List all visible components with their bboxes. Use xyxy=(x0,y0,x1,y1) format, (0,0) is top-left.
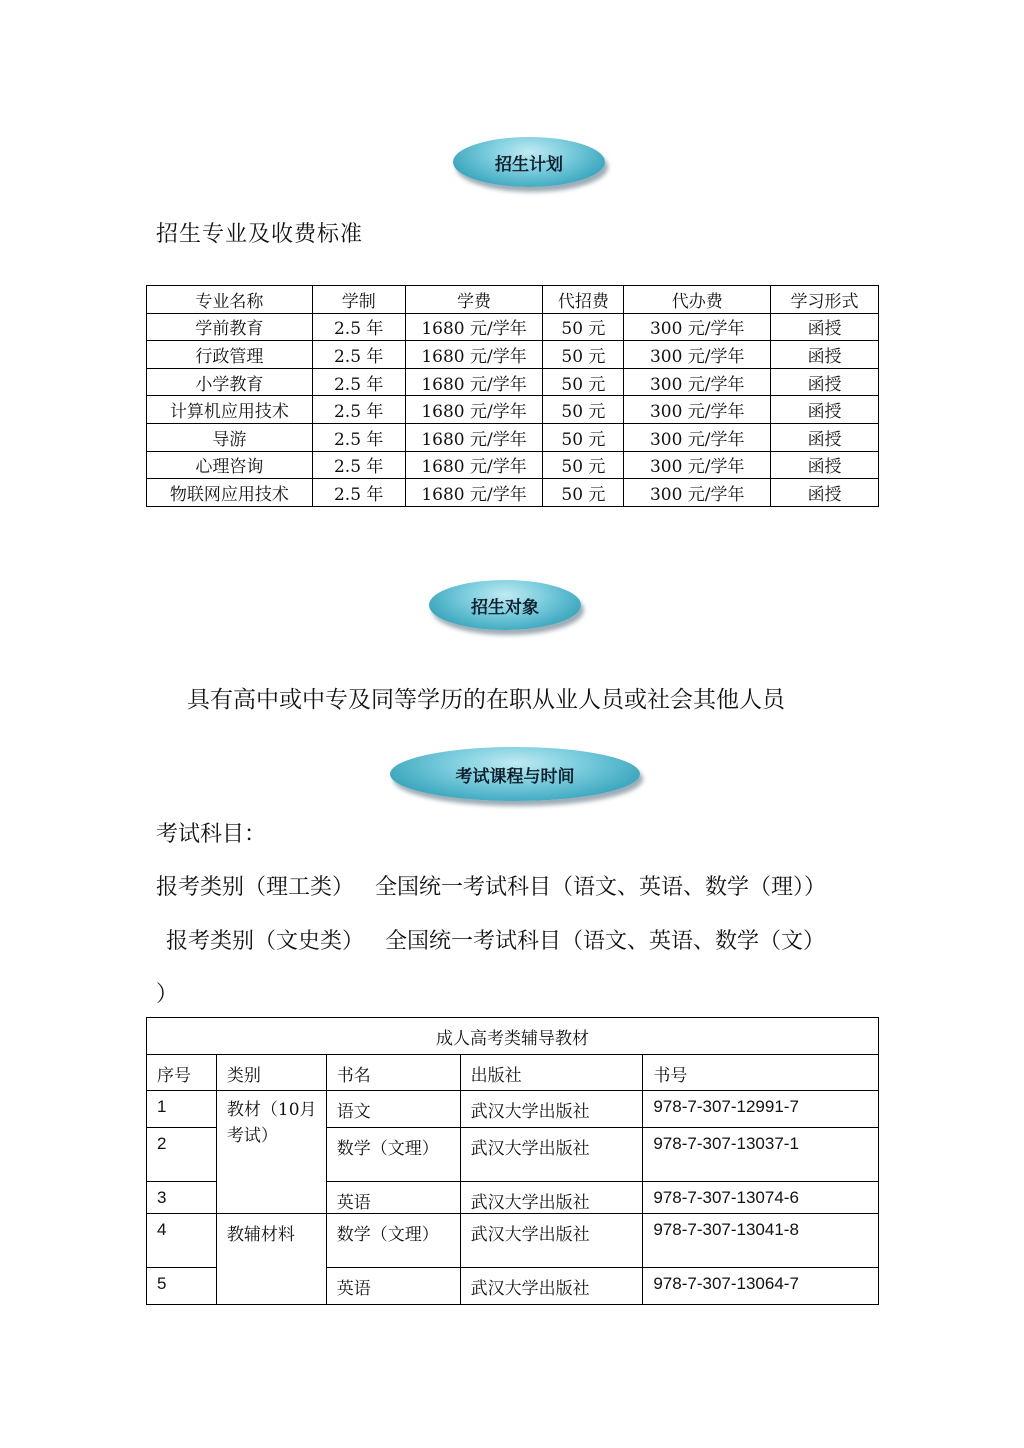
tuition: 1680 元/学年 xyxy=(405,451,543,479)
book-title: 英语 xyxy=(326,1268,460,1305)
table-row xyxy=(147,396,879,424)
study-mode: 函授 xyxy=(771,423,879,451)
exam-line-arts: 报考类别（文史类） 全国统一考试科目（语文、英语、数学（文） xyxy=(166,929,825,954)
column-header: 代办费 xyxy=(624,286,771,314)
publisher: 武汉大学出版社 xyxy=(460,1214,643,1268)
column-header: 学制 xyxy=(312,286,405,314)
study-mode: 函授 xyxy=(771,313,879,341)
agency-fee: 50 元 xyxy=(543,368,624,396)
book-title: 语文 xyxy=(326,1091,460,1128)
plan-header-row xyxy=(147,286,879,314)
study-mode: 函授 xyxy=(771,341,879,369)
agency-fee: 50 元 xyxy=(543,423,624,451)
major-name: 行政管理 xyxy=(147,341,313,369)
publisher: 武汉大学出版社 xyxy=(460,1091,643,1128)
row-number: 1 xyxy=(147,1091,217,1128)
book-title: 数学（文理） xyxy=(326,1214,460,1268)
books-table xyxy=(146,1017,879,1305)
plan-table xyxy=(146,285,879,507)
section-badge-plan: 招生计划 xyxy=(453,137,605,187)
exam-line-science: 报考类别（理工类） 全国统一考试科目（语文、英语、数学（理）） xyxy=(156,875,826,900)
column-header: 学习形式 xyxy=(771,286,879,314)
column-header: 类别 xyxy=(216,1055,326,1091)
duration: 2.5 年 xyxy=(312,423,405,451)
agency-fee: 50 元 xyxy=(543,396,624,424)
books-caption: 成人高考类辅导教材 xyxy=(147,1018,879,1055)
tuition: 1680 元/学年 xyxy=(405,479,543,507)
agency-fee: 50 元 xyxy=(543,341,624,369)
row-number: 2 xyxy=(147,1128,217,1182)
agency-fee: 50 元 xyxy=(543,451,624,479)
section-badge-target: 招生对象 xyxy=(429,580,581,630)
tuition: 1680 元/学年 xyxy=(405,313,543,341)
duration: 2.5 年 xyxy=(312,313,405,341)
category-textbook: 教材（10月考试） xyxy=(216,1091,326,1214)
book-title: 数学（文理） xyxy=(326,1128,460,1182)
isbn: 978-7-307-13037-1 xyxy=(643,1128,879,1182)
agency-fee: 50 元 xyxy=(543,479,624,507)
service-fee: 300 元/学年 xyxy=(624,313,771,341)
duration: 2.5 年 xyxy=(312,479,405,507)
major-name: 心理咨询 xyxy=(147,451,313,479)
column-header: 学费 xyxy=(405,286,543,314)
study-mode: 函授 xyxy=(771,368,879,396)
table-row xyxy=(147,423,879,451)
duration: 2.5 年 xyxy=(312,341,405,369)
column-header: 专业名称 xyxy=(147,286,313,314)
study-mode: 函授 xyxy=(771,396,879,424)
book-title: 英语 xyxy=(326,1182,460,1214)
publisher: 武汉大学出版社 xyxy=(460,1268,643,1305)
duration: 2.5 年 xyxy=(312,396,405,424)
duration: 2.5 年 xyxy=(312,368,405,396)
table-row xyxy=(147,479,879,507)
publisher: 武汉大学出版社 xyxy=(460,1182,643,1214)
column-header: 书号 xyxy=(643,1055,879,1091)
table-row xyxy=(147,451,879,479)
tuition: 1680 元/学年 xyxy=(405,368,543,396)
exam-subjects-label: 考试科目： xyxy=(156,822,267,847)
service-fee: 300 元/学年 xyxy=(624,423,771,451)
major-name: 学前教育 xyxy=(147,313,313,341)
tuition: 1680 元/学年 xyxy=(405,341,543,369)
major-name: 计算机应用技术 xyxy=(147,396,313,424)
isbn: 978-7-307-13064-7 xyxy=(643,1268,879,1305)
service-fee: 300 元/学年 xyxy=(624,396,771,424)
books-caption-row xyxy=(147,1018,879,1055)
books-header-row xyxy=(147,1055,879,1091)
target-description: 具有高中或中专及同等学历的在职从业人员或社会其他人员 xyxy=(187,687,785,713)
column-header: 书名 xyxy=(326,1055,460,1091)
row-number: 5 xyxy=(147,1268,217,1305)
service-fee: 300 元/学年 xyxy=(624,451,771,479)
major-name: 导游 xyxy=(147,423,313,451)
table-row xyxy=(147,1214,879,1268)
duration: 2.5 年 xyxy=(312,451,405,479)
category-supplementary: 教辅材料 xyxy=(216,1214,326,1305)
major-name: 物联网应用技术 xyxy=(147,479,313,507)
service-fee: 300 元/学年 xyxy=(624,341,771,369)
isbn: 978-7-307-13074-6 xyxy=(643,1182,879,1214)
isbn: 978-7-307-12991-7 xyxy=(643,1091,879,1128)
plan-heading: 招生专业及收费标准 xyxy=(156,222,364,247)
column-header: 出版社 xyxy=(460,1055,643,1091)
study-mode: 函授 xyxy=(771,479,879,507)
row-number: 4 xyxy=(147,1214,217,1268)
tuition: 1680 元/学年 xyxy=(405,396,543,424)
service-fee: 300 元/学年 xyxy=(624,479,771,507)
publisher: 武汉大学出版社 xyxy=(460,1128,643,1182)
exam-line-closing: ） xyxy=(156,982,179,1007)
service-fee: 300 元/学年 xyxy=(624,368,771,396)
column-header: 代招费 xyxy=(543,286,624,314)
table-row xyxy=(147,1091,879,1128)
agency-fee: 50 元 xyxy=(543,313,624,341)
table-row xyxy=(147,341,879,369)
study-mode: 函授 xyxy=(771,451,879,479)
section-badge-exam: 考试课程与时间 xyxy=(390,747,640,801)
column-header: 序号 xyxy=(147,1055,217,1091)
major-name: 小学教育 xyxy=(147,368,313,396)
tuition: 1680 元/学年 xyxy=(405,423,543,451)
isbn: 978-7-307-13041-8 xyxy=(643,1214,879,1268)
table-row xyxy=(147,368,879,396)
table-row xyxy=(147,313,879,341)
row-number: 3 xyxy=(147,1182,217,1214)
